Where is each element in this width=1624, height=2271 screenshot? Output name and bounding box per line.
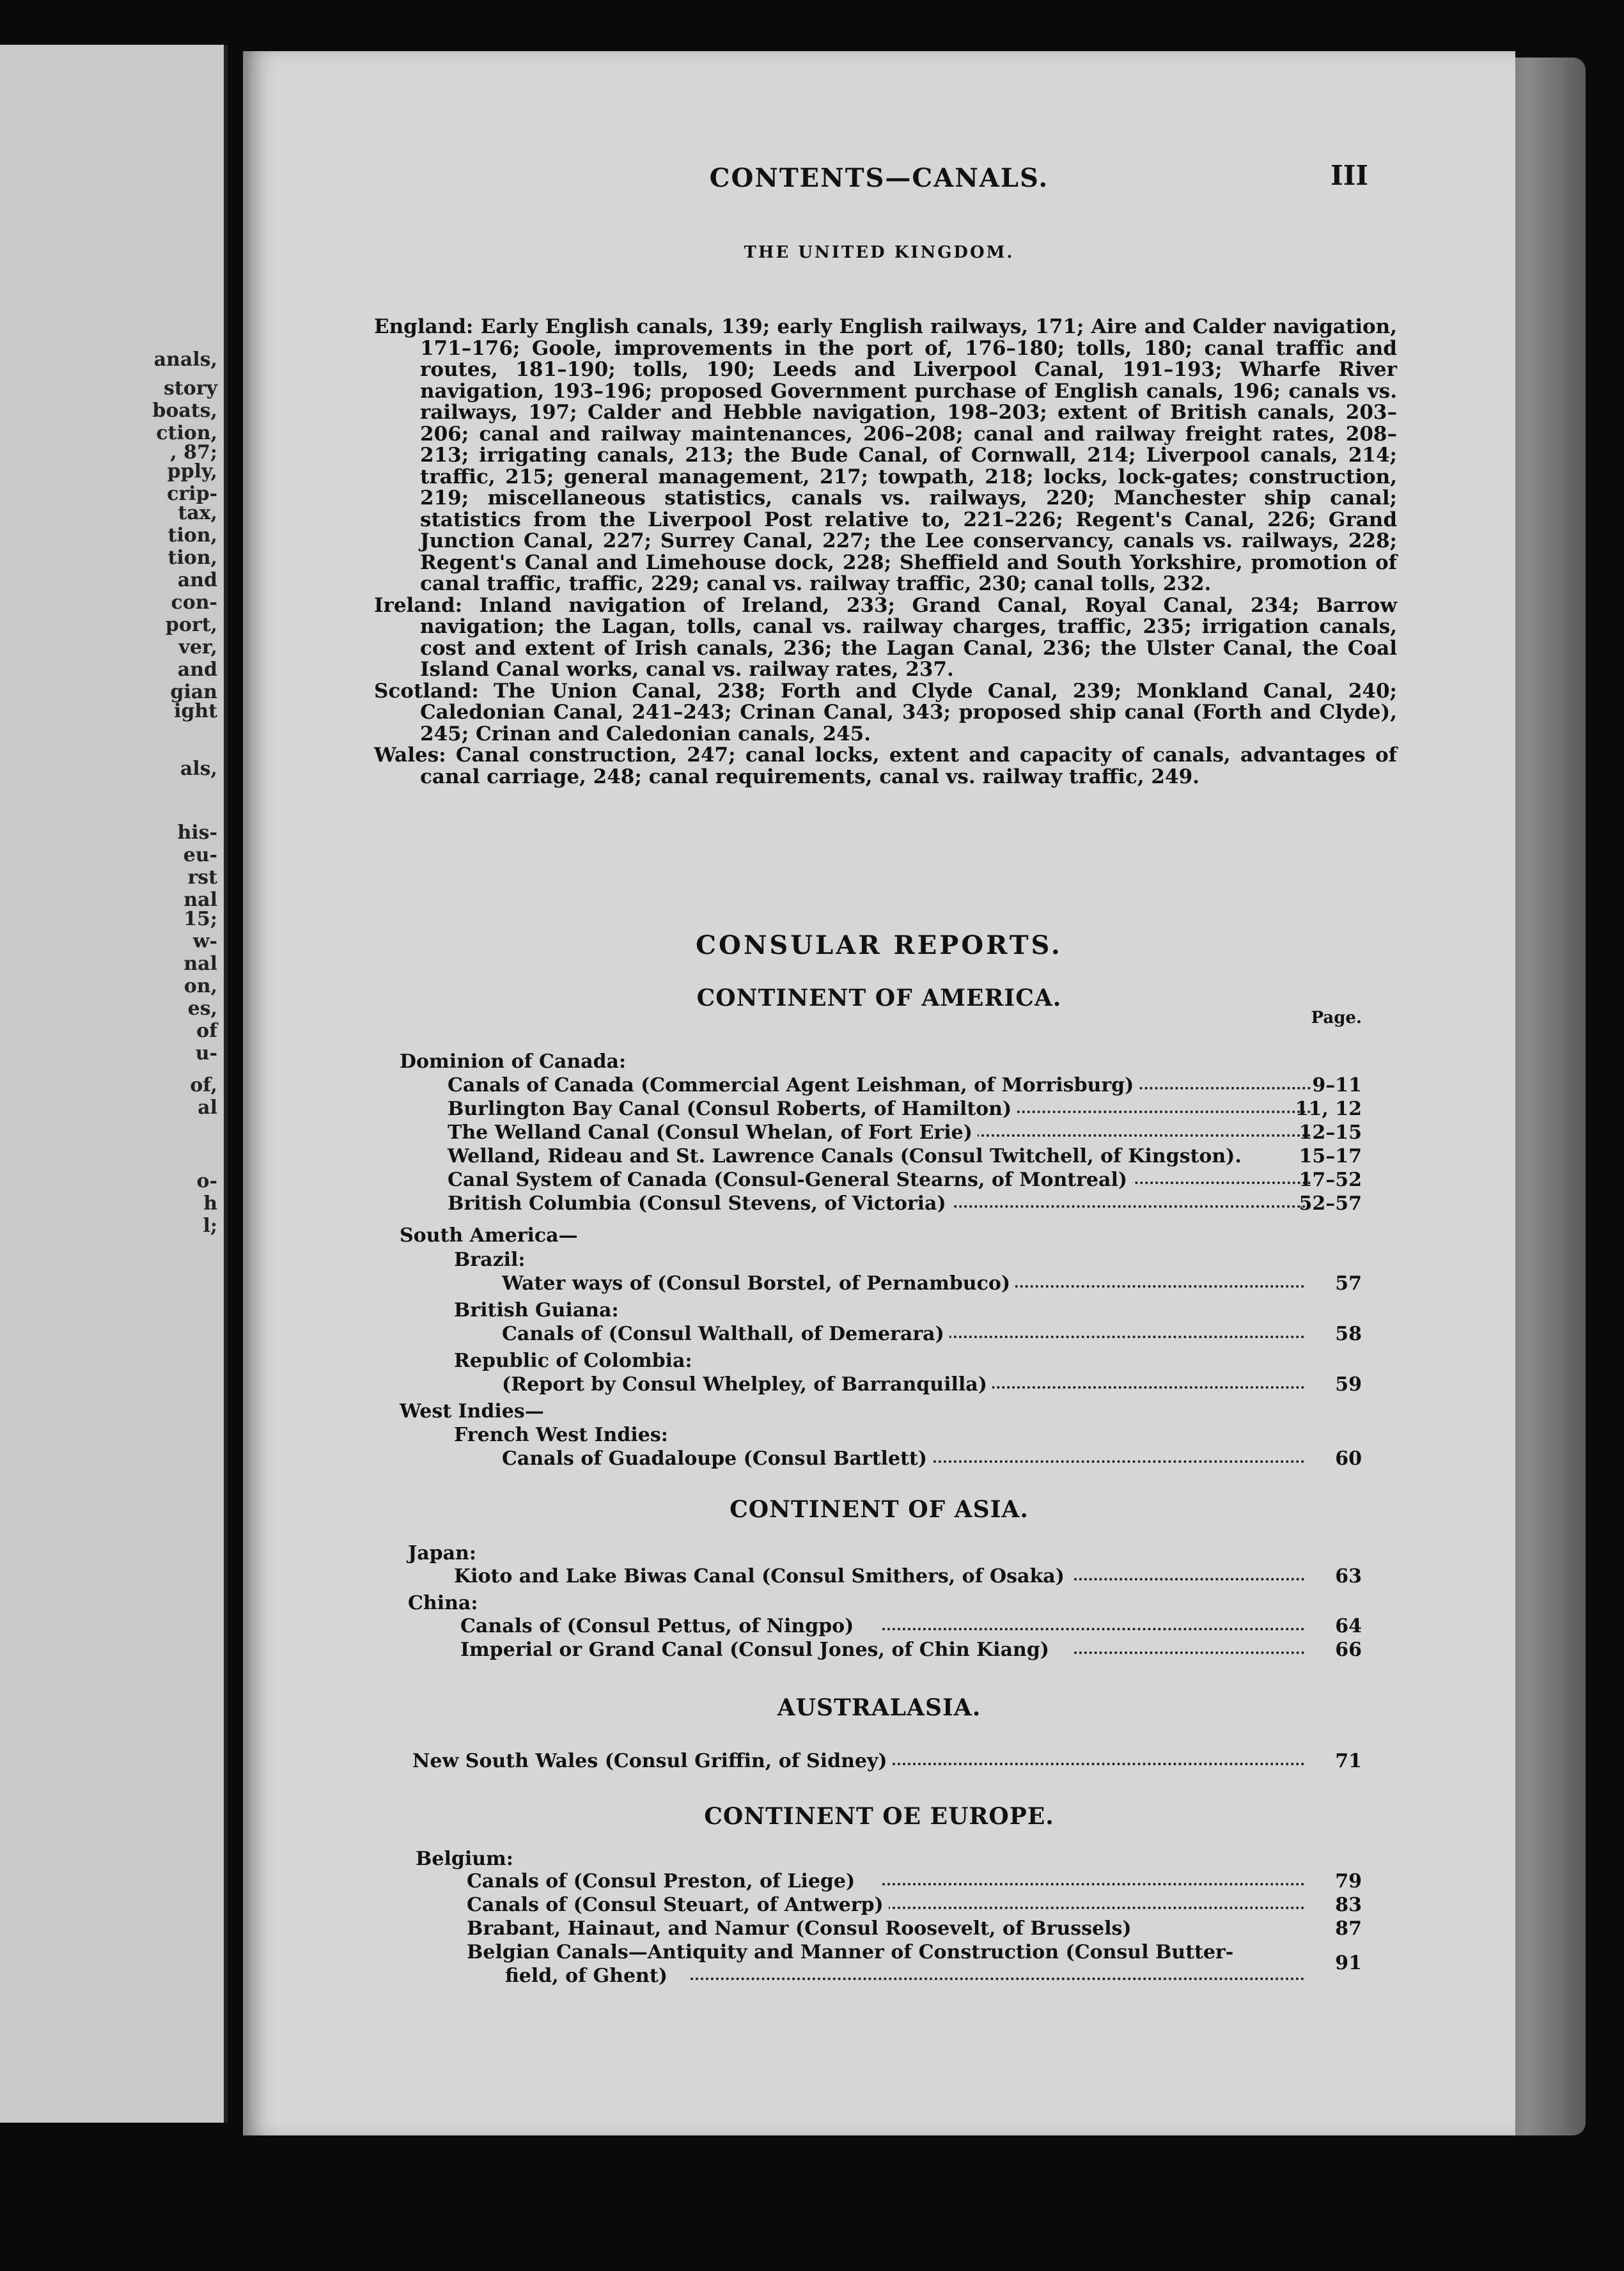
page-column-label: Page. [1311,1008,1362,1027]
leader-dots [882,1894,1304,1909]
toc-entry-text: Canals of (Consul Walthall, of Demerara) [502,1323,949,1345]
toc-row [243,1121,1515,1147]
toc-entry-page: 15–17 [1299,1145,1362,1167]
group-label-brazil: Brazil: [454,1249,526,1271]
toc-row [243,1750,1515,1775]
region-name: England: [374,315,474,338]
toc-entry-text: (Report by Consul Whelpley, of Barranquilla) [502,1373,992,1396]
toc-entry-page: 83 [1335,1894,1362,1916]
facing-page-text: nal [183,953,217,975]
facing-page-text: al [198,1096,217,1119]
facing-page-text: u- [195,1042,217,1065]
region-text: Canal construction, 247; canal locks, extent and capacity of canals, advantages of canal carriage, 248; canal requirements, canal vs. railway traffic, 249. [420,744,1397,788]
toc-entry-text: Canals of (Consul Pettus, of Ningpo) [460,1615,859,1637]
leader-dots [882,1870,1304,1885]
facing-page-text: of, [190,1074,217,1096]
facing-page-fragment [0,45,228,2123]
toc-entry-page: 9–11 [1312,1074,1362,1096]
region-text: Inland navigation of Ireland, 233; Grand Canal, Royal Canal, 234; Barrow navigation; the Lagan, tolls, canal vs. railway charges, traffic, 235; irrigation canals, cost and extent of Irish canals, 236; the Lagan Canal, 236; the Ulster Canal, the Coal Island Canal works, canal vs. railway rates, 237. [420,593,1397,681]
toc-row [243,1169,1515,1194]
toc-row [243,1639,1515,1664]
toc-row [243,1373,1515,1399]
region-text: The Union Canal, 238; Forth and Clyde Canal, 239; Monkland Canal, 240; Caledonian Canal, 241–243; Crinan Canal, 343; proposed ship canal (Forth and Clyde), 245; Crinan and Caledonian canals, 245. [420,679,1397,745]
toc-entry-page: 87 [1335,1917,1362,1940]
toc-entry-page: 66 [1335,1639,1362,1661]
facing-page-text: es, [187,997,217,1020]
facing-page-text: ight [173,700,217,722]
toc-entry-text: Canals of Guadaloupe (Consul Bartlett) [502,1448,932,1470]
toc-entry-page: 71 [1335,1750,1362,1772]
toc-row [243,1074,1515,1100]
facing-page-text: w- [192,930,217,953]
toc-entry-page: 63 [1335,1565,1362,1588]
facing-page-text: anals, [153,348,217,371]
toc-entry-text: Canal System of Canada (Consul-General Stearns, of Montreal) [448,1169,1132,1191]
facing-page-text: tax, [178,502,217,524]
leader-dots [882,1448,1304,1463]
entry-ireland [374,595,1397,681]
toc-row [243,1323,1515,1348]
facing-page-text: his- [177,822,217,844]
facing-page-text: tion, [168,524,217,547]
toc-row [243,1145,1515,1171]
asia-heading: CONTINENT OF ASIA. [730,1496,1029,1523]
toc-row [243,1272,1515,1298]
facing-page-text: l; [203,1215,217,1237]
running-title: CONTENTS—CANALS. [709,163,1049,193]
toc-entry-text: Welland, Rideau and St. Lawrence Canals (Consul Twitchell, of Kingston). [448,1145,1247,1167]
toc-entry-text: Water ways of (Consul Borstel, of Pernambuco) [502,1272,1015,1295]
facing-page-text: boats, [152,400,217,422]
facing-page-text: con- [171,591,217,614]
group-label-belgium: Belgium: [416,1848,513,1870]
facing-page-text: ver, [178,636,217,659]
toc-entry-text: Canals of Canada (Commercial Agent Leishman, of Morrisburg) [448,1074,1139,1096]
leader-dots [1074,1565,1304,1580]
toc-entry-text: Brabant, Hainaut, and Namur (Consul Roosevelt, of Brussels) [467,1917,1137,1940]
toc-entry-text: Canals of (Consul Preston, of Liege) [467,1870,860,1892]
australasia-heading: AUSTRALASIA. [777,1694,981,1721]
toc-row [243,1894,1515,1919]
facing-page-text: story [164,377,217,400]
toc-entry-page: 60 [1335,1448,1362,1470]
group-label-french-west-indies: French West Indies: [454,1424,668,1446]
toc-row [243,1941,1515,1967]
facing-page-text: pply, [167,460,217,483]
facing-page-text: nal [183,889,217,911]
leader-dots [691,1965,1304,1980]
facing-page-text: on, [183,975,217,997]
page-number: III [1331,160,1368,191]
entry-wales [374,745,1397,788]
toc-row [243,1917,1515,1943]
group-label-british-guiana: British Guiana: [454,1299,619,1322]
group-label-west-indies: West Indies— [400,1400,544,1423]
facing-page-text: , 87; [170,441,217,464]
leader-dots [946,1373,1304,1389]
region-name: Wales: [374,744,446,767]
toc-entry-text: British Columbia (Consul Stevens, of Victoria) [448,1192,951,1215]
toc-row [243,1192,1515,1218]
region-name: Scotland: [374,679,479,703]
facing-page-text: als, [180,758,217,780]
toc-entry-page: 52–57 [1299,1192,1362,1215]
group-label-colombia: Republic of Colombia: [454,1350,692,1372]
facing-page-text: eu- [183,844,217,866]
region-name: Ireland: [374,593,463,617]
group-label-japan: Japan: [408,1542,476,1565]
facing-page-text: crip- [167,483,217,505]
group-label-china: China: [408,1592,478,1614]
toc-entry-text: Canals of (Consul Steuart, of Antwerp) [467,1894,889,1916]
toc-row [243,1098,1515,1123]
toc-entry-page: 57 [1335,1272,1362,1295]
toc-entry-page: 91 [1335,1952,1362,1974]
america-heading: CONTINENT OF AMERICA. [696,985,1062,1011]
facing-page-text: tion, [168,547,217,569]
toc-row [243,1870,1515,1896]
leader-dots [882,1615,1304,1630]
toc-entry-page: 59 [1335,1373,1362,1396]
facing-page-text: rst [187,866,217,889]
region-text: Early English canals, 139; early English railways, 171; Aire and Calder navigation, 171–176; Goole, improvements in the port of, 176–180; tolls, 180; canal traffic and routes, 181–190; tolls, 190; Leeds and Liverpool Canal, 191–193; Wharfe River navigation, 193–196; proposed Government purchase of English canals, 196; canals vs. railways, 197; Calder and Hebble navigation, 198–203; extent of British canals, 203–206; canal and railway maintenances, 206–208; canal and railway freight rates, 208–213; irrigating canals, 213; the Bude Canal, of Cornwall, 214; Liverpool canals, 214; traffic, 215; general management, 217; towpath, 218; locks, lock-gates; construction, 219; miscellaneous statistics, canals vs. railways, 220; Manchester ship canal; statistics from the Liverpool Post relative to, 221–226; Regent's Canal, 226; Grand Junction Canal, 227; Surrey Canal, 227; the Lee conservancy, canals vs. railways, 228; Regent's Canal and Limehouse dock, 228; Sheffield and South Yorkshire, promotion of canal traffic, traffic, 229; canal vs. railway traffic, 230; canal tolls, 232. [420,315,1397,595]
consular-reports-heading: CONSULAR REPORTS. [696,930,1063,960]
facing-page-text: gian [170,681,217,703]
entry-scotland [374,681,1397,745]
toc-entry-page: 79 [1335,1870,1362,1892]
toc-entry-text: The Welland Canal (Consul Whelan, of Fort Erie) [448,1121,978,1144]
toc-entry-text: field, of Ghent) [505,1965,673,1987]
toc-entry-page: 58 [1335,1323,1362,1345]
toc-entry-page: 12–15 [1299,1121,1362,1144]
contents-page [243,51,1515,2135]
toc-row [243,1448,1515,1473]
toc-entry-page: 64 [1335,1615,1362,1637]
facing-page-text: and [177,569,217,591]
toc-row [243,1565,1515,1591]
group-label-south-america: South America— [400,1224,578,1247]
entry-england [374,316,1397,595]
europe-heading: CONTINENT OE EUROPE. [704,1803,1054,1830]
facing-page-text: port, [165,614,217,636]
toc-entry-text: Imperial or Grand Canal (Consul Jones, of Chin Kiang) [460,1639,1054,1661]
leader-dots [1074,1639,1304,1654]
facing-page-text: ction, [156,422,217,444]
leader-dots [882,1750,1304,1765]
toc-entry-text: Belgian Canals—Antiquity and Manner of Construction (Consul Butter- [467,1941,1238,1963]
facing-page-text: 15; [183,908,217,930]
toc-row [243,1615,1515,1641]
toc-entry-page: 11, 12 [1295,1098,1362,1120]
toc-entry-text: Kioto and Lake Biwas Canal (Consul Smithers, of Osaka) [454,1565,1070,1588]
facing-page-text: o- [196,1170,217,1192]
uk-entries [374,316,1397,788]
toc-entry-page: 17–52 [1299,1169,1362,1191]
facing-page-text: and [177,659,217,681]
toc-entry-text: New South Wales (Consul Griffin, of Sidney) [412,1750,893,1772]
facing-page-text: h [203,1192,217,1215]
toc-entry-text: Burlington Bay Canal (Consul Roberts, of Hamilton) [448,1098,1017,1120]
group-label-canada: Dominion of Canada: [400,1050,627,1073]
uk-heading: THE UNITED KINGDOM. [744,243,1015,262]
facing-page-text: of [196,1020,217,1042]
